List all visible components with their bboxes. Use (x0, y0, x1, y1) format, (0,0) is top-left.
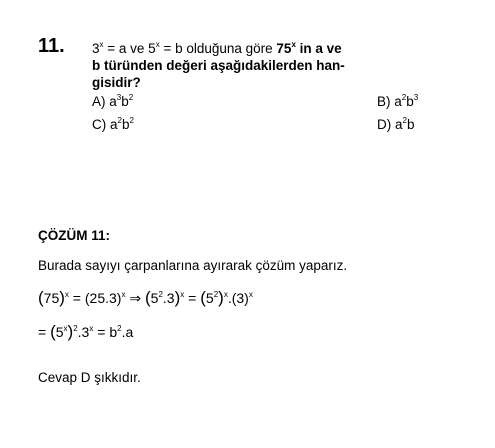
question-number: 11. (38, 35, 65, 57)
choice-d[interactable]: D) $a^2b$ (377, 116, 415, 132)
solution-intro: Burada sayıyı çarpanlarına ayırarak çözüm yaparız. (38, 258, 348, 273)
solution-title: ÇÖZÜM 11: (38, 228, 111, 243)
solution-answer: Cevap D şıkkıdır. (38, 370, 141, 385)
question-stem-line-3: gisidir? (92, 75, 141, 90)
formula-line-2: = $(5^x)^2.3^x = b^2.a$ (38, 322, 134, 341)
question-stem-line-1: $3^x = a$ ve $5^x = b$ olduğuna göre 75$^x$ in a ve (92, 40, 342, 56)
choice-a[interactable]: A) $a^3b^2$ (92, 93, 134, 109)
choice-c[interactable]: C) $a^2b^2$ (92, 116, 134, 132)
question-stem-line-2: b türünden değeri aşağıdakilerden han- (92, 58, 345, 73)
choice-b[interactable]: B) $a^2b^3$ (377, 93, 419, 109)
formula-line-1: $(75)^x = (25.3)^x$ ⇒ $(5^2.3)^x = (5^2)^x.(3)^x$ (38, 288, 253, 307)
